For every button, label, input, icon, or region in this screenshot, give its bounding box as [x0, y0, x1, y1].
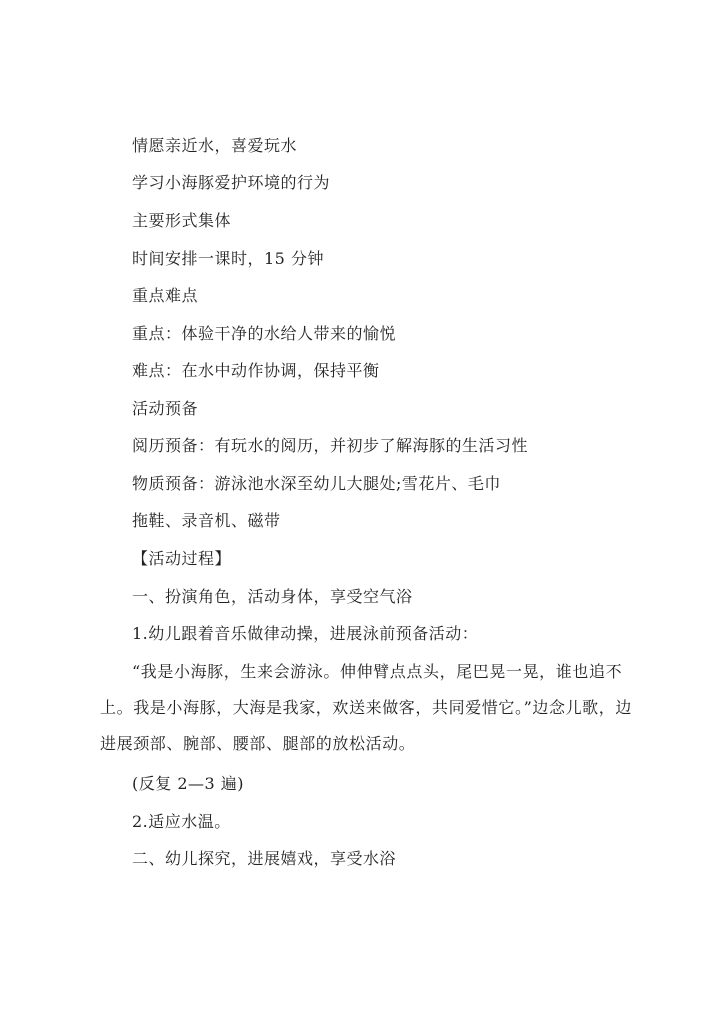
section-heading: 二、幼儿探究，进展嬉戏，享受水浴 — [132, 849, 397, 868]
text-line: 物质预备：游泳池水深至幼儿大腿处;雪花片、毛巾 — [132, 474, 501, 493]
text-line: 阅历预备：有玩水的阅历，并初步了解海豚的生活习性 — [132, 436, 529, 455]
text-line: 2.适应水温。 — [132, 812, 231, 831]
text-line: (反复 2—3 遍) — [132, 774, 245, 793]
text-line: 1.幼儿跟着音乐做律动操，进展泳前预备活动： — [132, 624, 479, 643]
rhyme-paragraph: “我是小海豚，生来会游泳。伸伸臂点点头，尾巴晃一晃，谁也追不上。我是小海豚，大海是我家，欢送来做客，共同爱惜它。”边念儿歌，边进展颈部、腕部、腰部、腿部的放松活动。 — [100, 662, 632, 753]
text-line: 重点：体验干净的水给人带来的愉悦 — [132, 324, 397, 343]
section-heading: 重点难点 — [132, 286, 199, 305]
text-line: 情愿亲近水，喜爱玩水 — [132, 136, 298, 155]
text-line: 难点：在水中动作协调，保持平衡 — [132, 361, 380, 380]
text-line: 学习小海豚爱护环境的行为 — [132, 173, 331, 192]
section-heading: 【活动过程】 — [132, 549, 232, 568]
text-line: 拖鞋、录音机、磁带 — [132, 511, 281, 530]
text-line: 时间安排一课时，15 分钟 — [132, 249, 324, 268]
text-line: 一、扮演角色，活动身体，享受空气浴 — [132, 587, 413, 606]
section-heading: 活动预备 — [132, 399, 199, 418]
text-line: 主要形式集体 — [132, 211, 232, 230]
